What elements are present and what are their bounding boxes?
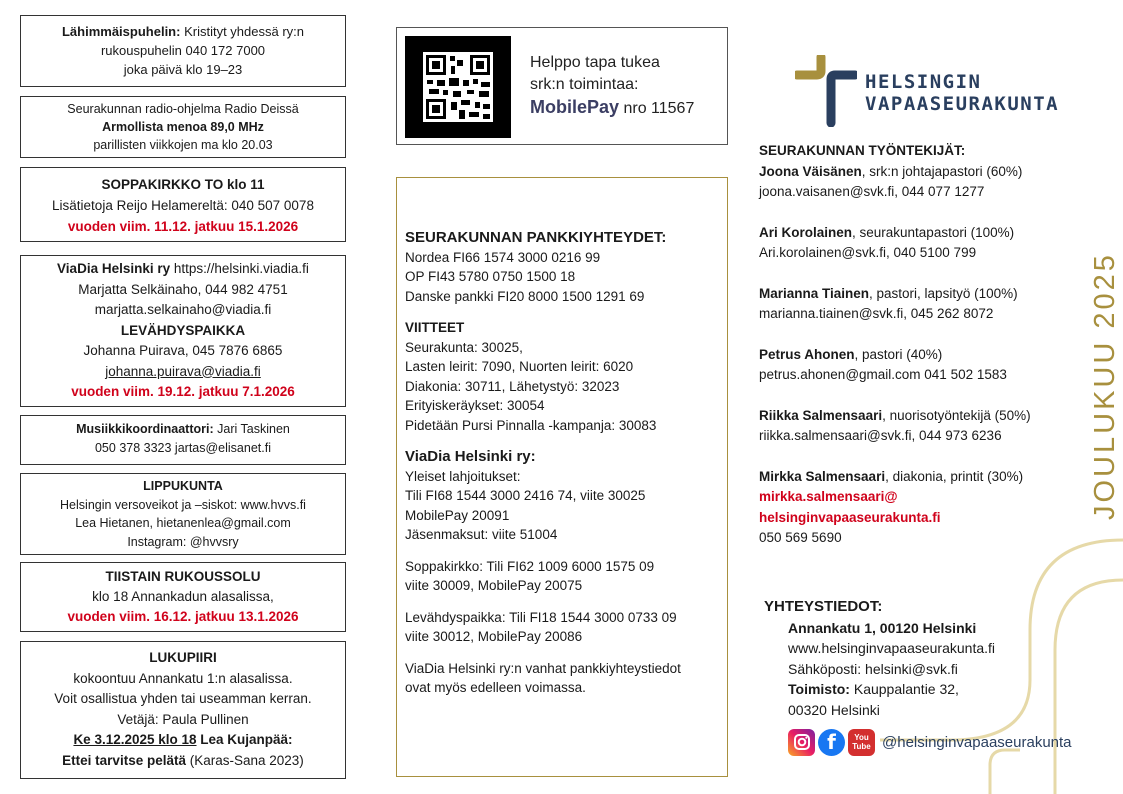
reference-item: Pidetään Pursi Pinnalla -kampanja: 30083	[405, 417, 657, 433]
mobilepay-line1: Helppo tapa tukea	[530, 54, 660, 71]
logo-line2: VAPAASEURAKUNTA	[865, 93, 1060, 115]
scouts-line1: Helsingin versoveikot ja –siskot: www.hvvs.fi	[60, 497, 306, 512]
staff-title: SEURAKUNNAN TYÖNTEKIJÄT:	[759, 143, 966, 158]
prayer-phone-box	[20, 15, 346, 87]
bank-account: Danske pankki FI20 8000 1500 1291 69	[405, 288, 645, 304]
mobilepay-number: nro 11567	[619, 100, 695, 117]
office-city: 00320 Helsinki	[788, 701, 880, 718]
reading-publisher: (Karas-Sana 2023)	[185, 752, 304, 768]
staff-role: , pastori (40%)	[854, 346, 943, 362]
rest-bank-line: Levähdyspaikka: Tili FI18 1544 3000 0733 09	[405, 609, 677, 625]
reading-speaker: Lea Kujanpää:	[196, 732, 293, 747]
prayer-line3: joka päivä klo 19–23	[123, 62, 243, 77]
logo-line1: HELSINGIN	[865, 71, 982, 93]
reference-item: Seurakunta: 30025,	[405, 339, 523, 355]
music-name: Jari Taskinen	[213, 422, 290, 436]
scouts-box	[20, 473, 346, 555]
prayer-line2: rukouspuhelin 040 172 7000	[100, 43, 266, 58]
music-line1: 050 378 3323 jartas@elisanet.fi	[94, 441, 271, 455]
staff-role: , nuorisotyöntekijä (50%)	[882, 407, 1031, 423]
staff-contact: Ari.korolainen@svk.fi, 040 5100 799	[759, 245, 977, 260]
reading-title: LUKUPIIRI	[149, 650, 217, 665]
music-title: Musiikkikoordinaattori:	[76, 422, 214, 436]
viadia-note: vuoden viim. 19.12. jatkuu 7.1.2026	[71, 384, 295, 399]
bank-title: SEURAKUNNAN PANKKIYHTEYDET:	[405, 229, 667, 246]
youtube-icon[interactable]	[848, 729, 875, 756]
youtube-word2: Tube	[852, 742, 871, 751]
reference-item: Erityiskeräykset: 30054	[405, 398, 545, 413]
staff-role: , diakonia, printit (30%)	[885, 468, 1024, 484]
staff-role: , pastori, lapsityö (100%)	[869, 285, 1018, 301]
soup-church-box	[20, 167, 346, 242]
social-links	[788, 728, 1072, 756]
scouts-line3: Instagram: @hvvsry	[127, 534, 239, 549]
month-title: JOULUKUU 2025	[1089, 252, 1121, 520]
staff-name: Mirkka Salmensaari	[759, 468, 886, 484]
office-address: Kauppalantie 32,	[849, 681, 959, 697]
viadia-line4[interactable]: johanna.puirava@viadia.fi	[105, 363, 261, 379]
reading-circle-box	[20, 641, 346, 779]
mobilepay-brand: MobilePay	[530, 97, 620, 117]
youtube-word1: You	[854, 733, 869, 742]
church-logo	[795, 55, 1085, 127]
contact-section	[764, 597, 1064, 720]
staff-contact: petrus.ahonen@gmail.com 041 502 1583	[759, 367, 1007, 382]
contact-title: YHTEYSTIEDOT:	[764, 598, 883, 615]
radio-line3: parillisten viikkojen ma klo 20.03	[93, 138, 273, 152]
staff-contact: riikka.salmensaari@svk.fi, 044 973 6236	[759, 428, 1002, 443]
soup-note: vuoden viim. 11.12. jatkuu 15.1.2026	[67, 219, 299, 234]
old-bank-note: ViaDia Helsinki ry:n vanhat pankkiyhteystiedot	[405, 660, 681, 676]
radio-box	[20, 96, 346, 158]
reading-line2: Voit osallistua yhden tai useamman kerran.	[54, 691, 312, 706]
prayer-title: Lähimmäispuhelin:	[61, 24, 181, 39]
qr-code-icon[interactable]	[405, 36, 511, 138]
reading-line3: Vetäjä: Paula Pullinen	[117, 711, 249, 727]
contact-address: Annankatu 1, 00120 Helsinki	[788, 619, 977, 636]
tuesday-title: TIISTAIN RUKOUSSOLU	[105, 569, 261, 584]
staff-name: Marianna Tiainen	[759, 285, 870, 301]
viadia-bank-line: Tili FI68 1544 3000 2416 74, viite 30025	[405, 488, 646, 503]
staff-name: Joona Väisänen	[759, 163, 862, 179]
music-box	[20, 415, 346, 465]
staff-section	[759, 141, 1079, 549]
bank-details-box	[396, 177, 728, 777]
reference-item: Diakonia: 30711, Lähetystyö: 32023	[405, 378, 620, 394]
staff-name: Petrus Ahonen	[759, 346, 855, 362]
staff-role: , seurakuntapastori (100%)	[852, 224, 1015, 240]
tuesday-line1: klo 18 Annankadun alasalissa,	[92, 589, 274, 604]
mobilepay-line2: srk:n toimintaa:	[530, 76, 639, 93]
bank-account: OP FI43 5780 0750 1500 18	[405, 269, 576, 284]
reading-line1: kokoontuu Annankatu 1:n alasalissa.	[73, 670, 293, 686]
viadia-box	[20, 255, 346, 407]
old-bank-note: ovat myös edelleen voimassa.	[405, 680, 586, 695]
contact-email[interactable]: Sähköposti: helsinki@svk.fi	[788, 660, 958, 677]
soup-bank-line: Soppakirkko: Tili FI62 1009 6000 1575 09	[405, 558, 655, 574]
facebook-letter: f	[827, 730, 836, 754]
reading-date: Ke 3.12.2025 klo 18	[73, 732, 197, 747]
social-handle[interactable]: @helsinginvapaaseurakunta	[882, 733, 1072, 751]
vertical-title	[1085, 215, 1123, 520]
staff-email: helsinginvapaaseurakunta.fi	[759, 509, 941, 525]
viadia-url[interactable]: https://helsinki.viadia.fi	[170, 261, 309, 276]
prayer-line1: Kristityt yhdessä ry:n	[180, 24, 304, 39]
staff-name: Ari Korolainen	[759, 224, 853, 240]
radio-line2: Armollista menoa 89,0 MHz	[102, 120, 264, 134]
viadia-bank-line: Jäsenmaksut: viite 51004	[405, 527, 558, 542]
bank-account: Nordea FI66 1574 3000 0216 99	[405, 249, 601, 265]
cross-logo-icon	[795, 55, 857, 127]
viadia-line1: Marjatta Selkäinaho, 044 982 4751	[78, 281, 288, 297]
soup-title: SOPPAKIRKKO TO klo 11	[101, 177, 265, 192]
reading-book: Ettei tarvitse pelätä	[62, 752, 186, 768]
rest-bank-line: viite 30012, MobilePay 20086	[405, 629, 583, 644]
staff-email: mirkka.salmensaari@	[759, 489, 898, 504]
viadia-bank-line: Yleiset lahjoitukset:	[405, 468, 521, 484]
office-label: Toimisto:	[788, 681, 850, 697]
staff-contact: joona.vaisanen@svk.fi, 044 077 1277	[759, 184, 985, 199]
rest-place-title: LEVÄHDYSPAIKKA	[120, 322, 246, 338]
radio-line1: Seurakunnan radio-ohjelma Radio Deissä	[67, 102, 299, 116]
staff-phone: 050 569 5690	[759, 530, 842, 545]
viadia-bank-line: MobilePay 20091	[405, 507, 510, 523]
viadia-bank-title: ViaDia Helsinki ry:	[405, 448, 536, 465]
staff-contact: marianna.tiainen@svk.fi, 045 262 8072	[759, 306, 994, 321]
staff-role: , srk:n johtajapastori (60%)	[861, 163, 1023, 179]
soup-line1: Lisätietoja Reijo Helamereltä: 040 507 0078	[52, 198, 314, 213]
tuesday-note: vuoden viim. 16.12. jatkuu 13.1.2026	[67, 609, 299, 624]
reference-item: Lasten leirit: 7090, Nuorten leirit: 6020	[405, 359, 634, 374]
instagram-icon[interactable]	[788, 729, 815, 756]
mobilepay-box	[396, 27, 728, 145]
soup-bank-line: viite 30009, MobilePay 20075	[405, 578, 583, 593]
scouts-title: LIPPUKUNTA	[143, 479, 223, 493]
staff-name: Riikka Salmensaari	[759, 407, 883, 423]
scouts-line2: Lea Hietanen, hietanenlea@gmail.com	[75, 516, 291, 530]
references-title: VIITTEET	[405, 320, 465, 335]
viadia-line3: Johanna Puirava, 045 7876 6865	[83, 343, 283, 358]
viadia-title: ViaDia Helsinki ry	[57, 261, 171, 276]
viadia-line2[interactable]: marjatta.selkainaho@viadia.fi	[94, 302, 272, 317]
tuesday-prayer-box	[20, 562, 346, 632]
contact-web[interactable]: www.helsinginvapaaseurakunta.fi	[788, 640, 996, 656]
facebook-icon[interactable]	[818, 729, 845, 756]
